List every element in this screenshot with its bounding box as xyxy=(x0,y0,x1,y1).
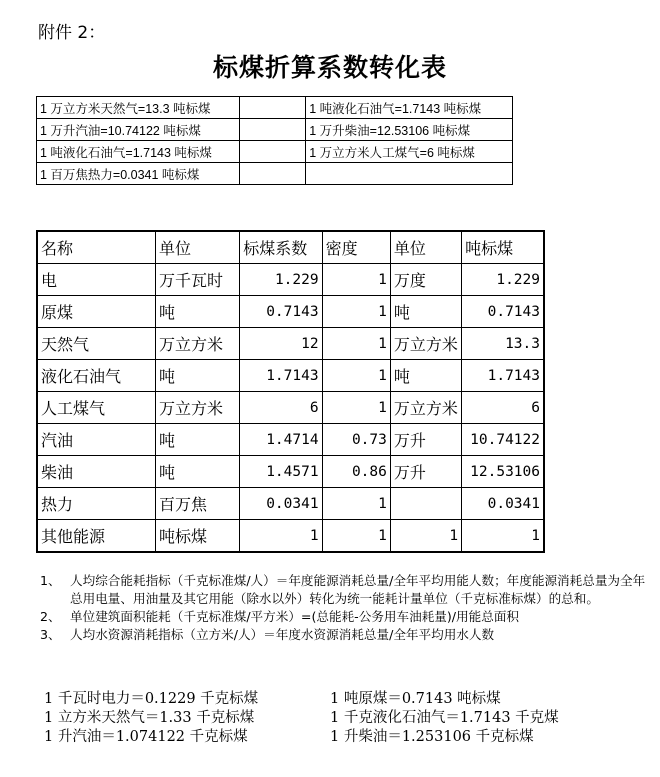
table-cell: 1 xyxy=(322,328,390,360)
table-row xyxy=(37,456,544,488)
table-cell: 吨 xyxy=(390,360,461,392)
table-cell: 0.73 xyxy=(322,424,390,456)
table-cell: 万度 xyxy=(390,264,461,296)
table-cell: 吨 xyxy=(390,296,461,328)
table-cell: 吨标煤 xyxy=(155,520,239,553)
note-text: 人均综合能耗指标（千克标准煤/人）＝年度能源消耗总量/全年平均用能人数；年度能源消耗总量为全年总用电量、用油量及其它用能（除水以外）转化为统一能耗计量单位（千克标准标煤）的总和。 xyxy=(70,573,646,606)
table-cell: 万立方米 xyxy=(155,328,239,360)
conversion-item: 1 吨原煤＝0.7143 吨标煤 xyxy=(330,691,501,707)
conversion-item: 1 千瓦时电力＝0.1229 千克标煤 xyxy=(44,691,259,707)
table-cell xyxy=(390,488,461,520)
header-unit: 单位 xyxy=(155,231,239,264)
table-cell: 吨 xyxy=(155,296,239,328)
table-cell: 液化石油气 xyxy=(37,360,155,392)
table-cell: 万立方米 xyxy=(390,328,461,360)
summary-cell xyxy=(239,141,305,163)
note-index: 2、 xyxy=(40,609,61,624)
header-name: 名称 xyxy=(37,231,155,264)
table-cell: 1 xyxy=(322,488,390,520)
table-row xyxy=(37,264,544,296)
table-row xyxy=(37,141,513,163)
summary-cell: 1 万立方米天然气=13.3 吨标煤 xyxy=(37,97,240,119)
table-cell: 1.4571 xyxy=(240,456,322,488)
conversion-row xyxy=(44,709,644,728)
note-item xyxy=(40,626,650,644)
attachment-label: 附件 2： xyxy=(38,23,106,43)
table-cell: 吨 xyxy=(155,360,239,392)
conversion-list xyxy=(44,690,644,747)
table-cell: 柴油 xyxy=(37,456,155,488)
factor-table xyxy=(36,230,545,553)
table-row xyxy=(37,392,544,424)
table-cell: 12.53106 xyxy=(462,456,544,488)
table-cell: 13.3 xyxy=(462,328,544,360)
table-cell: 热力 xyxy=(37,488,155,520)
table-cell: 10.74122 xyxy=(462,424,544,456)
note-text: 单位建筑面积能耗（千克标准煤/平方米）=(总能耗-公务用车油耗量)/用能总面积 xyxy=(70,609,520,624)
note-index: 3、 xyxy=(40,627,61,642)
table-cell: 1 xyxy=(322,520,390,553)
table-cell: 万升 xyxy=(390,424,461,456)
conversion-item: 1 立方米天然气＝1.33 千克标煤 xyxy=(44,710,255,726)
summary-cell xyxy=(239,119,305,141)
summary-cell: 1 万立方米人工煤气=6 吨标煤 xyxy=(306,141,513,163)
note-item xyxy=(40,572,650,608)
summary-cell xyxy=(239,163,305,185)
table-cell: 0.0341 xyxy=(462,488,544,520)
table-row xyxy=(37,424,544,456)
table-cell: 万升 xyxy=(390,456,461,488)
conversion-item: 1 千克液化石油气＝1.7143 千克煤 xyxy=(330,710,559,726)
conversion-item: 1 升汽油＝1.074122 千克标煤 xyxy=(44,729,248,745)
table-cell: 1.7143 xyxy=(462,360,544,392)
table-cell: 汽油 xyxy=(37,424,155,456)
summary-cell: 1 万升汽油=10.74122 吨标煤 xyxy=(37,119,240,141)
table-cell: 1.7143 xyxy=(240,360,322,392)
table-cell: 1 xyxy=(322,360,390,392)
table-row xyxy=(37,296,544,328)
summary-cell: 1 吨液化石油气=1.7143 吨标煤 xyxy=(306,97,513,119)
table-cell: 0.7143 xyxy=(240,296,322,328)
header-density: 密度 xyxy=(322,231,390,264)
table-cell: 0.7143 xyxy=(462,296,544,328)
summary-cell xyxy=(306,163,513,185)
table-cell: 1 xyxy=(322,296,390,328)
header-unit-2: 单位 xyxy=(390,231,461,264)
table-cell: 12 xyxy=(240,328,322,360)
table-cell: 0.0341 xyxy=(240,488,322,520)
conversion-row xyxy=(44,728,644,747)
table-cell: 1 xyxy=(390,520,461,553)
summary-cell: 1 吨液化石油气=1.7143 吨标煤 xyxy=(37,141,240,163)
table-cell: 1 xyxy=(322,392,390,424)
table-cell: 原煤 xyxy=(37,296,155,328)
table-cell: 万立方米 xyxy=(390,392,461,424)
table-cell: 天然气 xyxy=(37,328,155,360)
table-cell: 电 xyxy=(37,264,155,296)
table-cell: 1 xyxy=(322,264,390,296)
note-text: 人均水资源消耗指标（立方米/人）＝年度水资源消耗总量/全年平均用水人数 xyxy=(70,627,495,642)
table-row xyxy=(37,163,513,185)
table-row xyxy=(37,97,513,119)
header-coefficient: 标煤系数 xyxy=(240,231,322,264)
table-row xyxy=(37,488,544,520)
table-cell: 吨 xyxy=(155,456,239,488)
header-ton-coal: 吨标煤 xyxy=(462,231,544,264)
summary-table xyxy=(36,96,513,185)
table-row xyxy=(37,328,544,360)
table-cell: 万千瓦时 xyxy=(155,264,239,296)
table-cell: 0.86 xyxy=(322,456,390,488)
conversion-row xyxy=(44,690,644,709)
notes xyxy=(40,572,650,644)
summary-cell: 1 万升柴油=12.53106 吨标煤 xyxy=(306,119,513,141)
table-row xyxy=(37,360,544,392)
summary-cell xyxy=(239,97,305,119)
page-title: 标煤折算系数转化表 xyxy=(212,53,447,82)
table-cell: 1.229 xyxy=(462,264,544,296)
conversion-item: 1 升柴油＝1.253106 千克标煤 xyxy=(330,729,534,745)
table-cell: 6 xyxy=(240,392,322,424)
table-cell: 万立方米 xyxy=(155,392,239,424)
table-cell: 6 xyxy=(462,392,544,424)
table-cell: 1.229 xyxy=(240,264,322,296)
table-cell: 1 xyxy=(240,520,322,553)
table-cell: 1.4714 xyxy=(240,424,322,456)
table-cell: 百万焦 xyxy=(155,488,239,520)
note-item xyxy=(40,608,650,626)
note-index: 1、 xyxy=(40,573,61,588)
table-cell: 吨 xyxy=(155,424,239,456)
summary-cell: 1 百万焦热力=0.0341 吨标煤 xyxy=(37,163,240,185)
table-cell: 人工煤气 xyxy=(37,392,155,424)
table-row xyxy=(37,119,513,141)
table-row xyxy=(37,520,544,553)
table-header-row xyxy=(37,231,544,264)
table-cell: 其他能源 xyxy=(37,520,155,553)
table-cell: 1 xyxy=(462,520,544,553)
